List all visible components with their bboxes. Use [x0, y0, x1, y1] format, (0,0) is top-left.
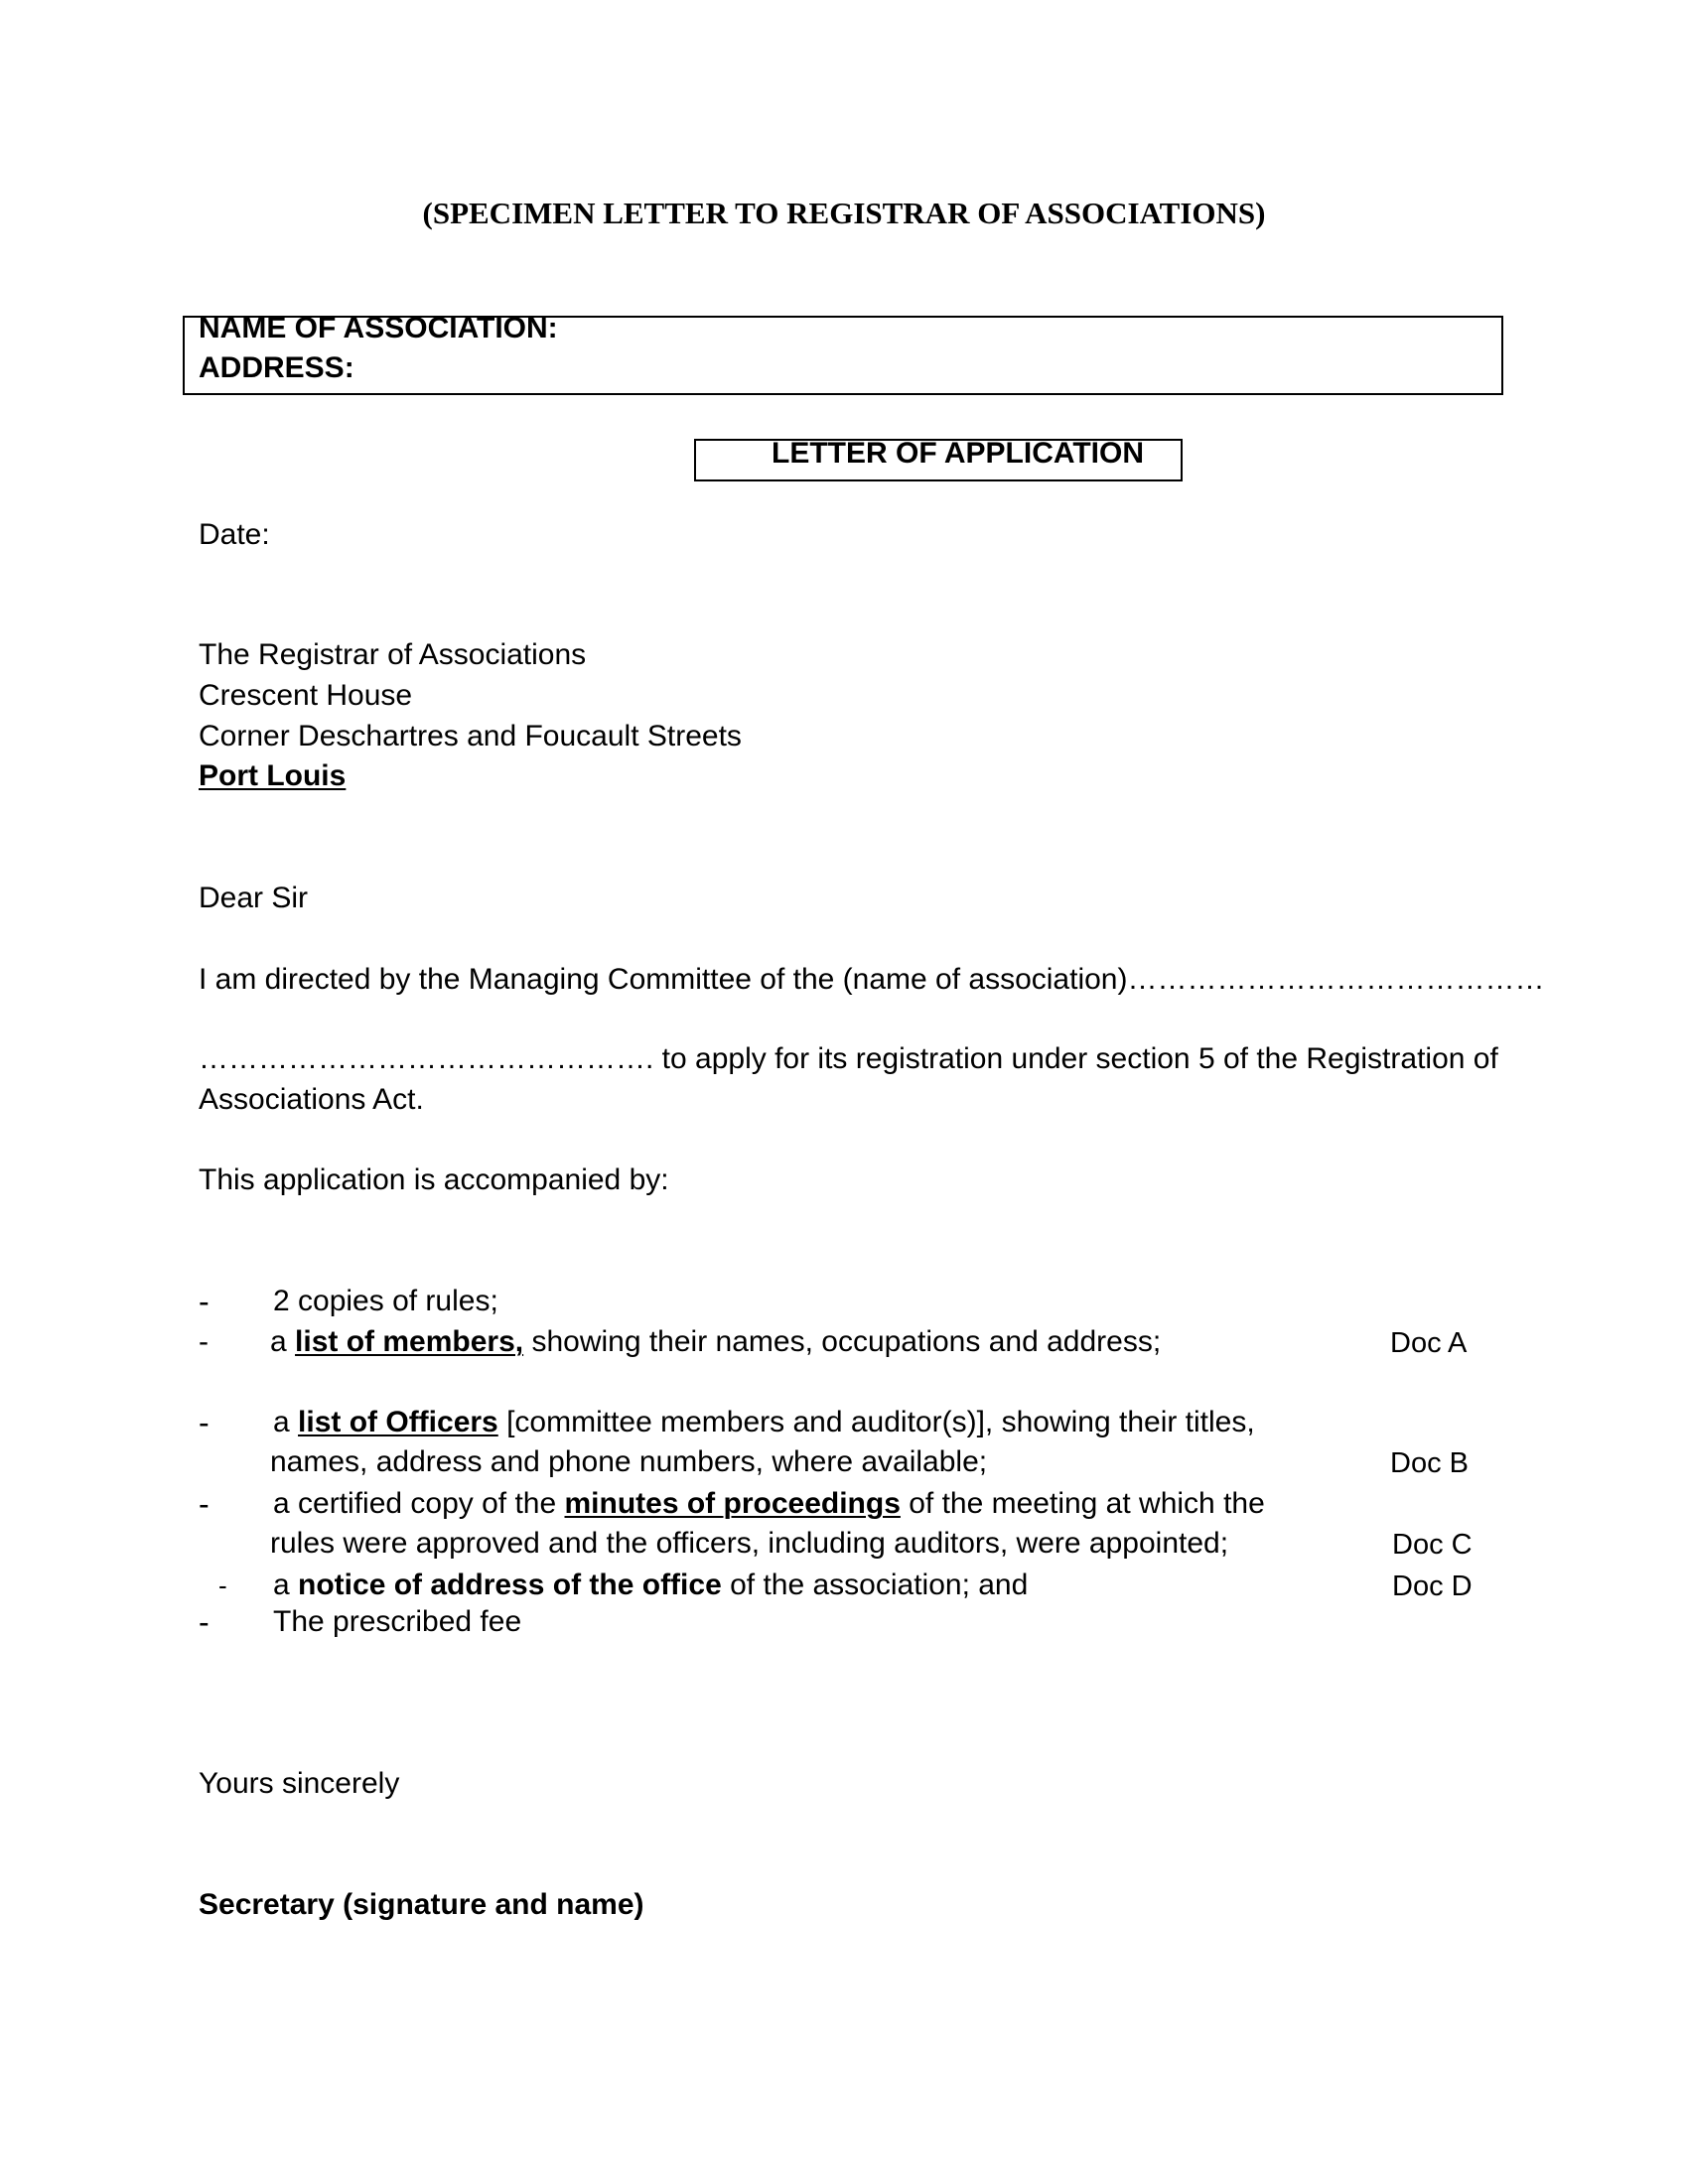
recipient-line-3: Corner Deschartres and Foucault Streets: [199, 720, 742, 752]
bullet-dash: -: [218, 1570, 227, 1600]
item-text: showing their names, occupations and address;: [523, 1325, 1162, 1358]
doc-d-label: Doc D: [1392, 1570, 1473, 1602]
bullet-dash: -: [199, 1284, 210, 1319]
item-prefix: a: [273, 1569, 299, 1601]
list-item-officers-line-2: names, address and phone numbers, where available;: [270, 1445, 988, 1478]
list-item-officers: [273, 1406, 1255, 1439]
item-emphasis: minutes of proceedings: [564, 1487, 901, 1520]
list-item-minutes-line-2: rules were approved and the officers, including auditors, were appointed;: [270, 1527, 1229, 1560]
list-item-fee: The prescribed fee: [273, 1605, 522, 1638]
association-name-label: NAME OF ASSOCIATION:: [199, 312, 558, 344]
recipient-line-1: The Registrar of Associations: [199, 638, 587, 671]
signature-line: Secretary (signature and name): [199, 1888, 644, 1921]
doc-b-label: Doc B: [1390, 1447, 1469, 1479]
item-prefix: a: [270, 1325, 296, 1358]
recipient-city: Port Louis: [199, 759, 347, 792]
list-item-minutes: [273, 1487, 1265, 1521]
body-line-3: Associations Act.: [199, 1083, 424, 1116]
item-emphasis: notice of address of the office: [298, 1569, 722, 1601]
association-address-label: ADDRESS:: [199, 351, 354, 384]
recipient-line-2: Crescent House: [199, 679, 413, 712]
bullet-dash: -: [199, 1604, 210, 1640]
bullet-dash: -: [199, 1405, 210, 1440]
body-line-1: I am directed by the Managing Committee of the (name of association)……………………………………: [199, 963, 1545, 996]
bullet-dash: -: [199, 1486, 210, 1522]
item-emphasis: list of members,: [295, 1325, 524, 1358]
list-item-office-address: [273, 1569, 1028, 1602]
item-emphasis: list of Officers: [298, 1406, 498, 1438]
bullet-dash: -: [199, 1325, 209, 1358]
body-line-4: This application is accompanied by:: [199, 1163, 669, 1196]
list-item-members: [270, 1325, 1161, 1359]
item-text: of the meeting at which the: [900, 1487, 1265, 1520]
date-label: Date:: [199, 518, 270, 551]
body-line-2: ………………………………………. to apply for its registration under section 5 of the Registration of: [199, 1042, 1498, 1075]
salutation: Dear Sir: [199, 882, 309, 914]
letter-heading: LETTER OF APPLICATION: [772, 437, 1144, 470]
closing: Yours sincerely: [199, 1767, 400, 1800]
item-prefix: a: [273, 1406, 299, 1438]
document-title: (SPECIMEN LETTER TO REGISTRAR OF ASSOCIATIONS): [422, 196, 1266, 230]
doc-c-label: Doc C: [1392, 1529, 1473, 1561]
doc-a-label: Doc A: [1390, 1327, 1468, 1359]
item-text: of the association; and: [721, 1569, 1029, 1601]
list-item-rules: 2 copies of rules;: [273, 1285, 498, 1317]
item-text: [committee members and auditor(s)], showing their titles,: [497, 1406, 1255, 1438]
item-prefix: a certified copy of the: [273, 1487, 565, 1520]
